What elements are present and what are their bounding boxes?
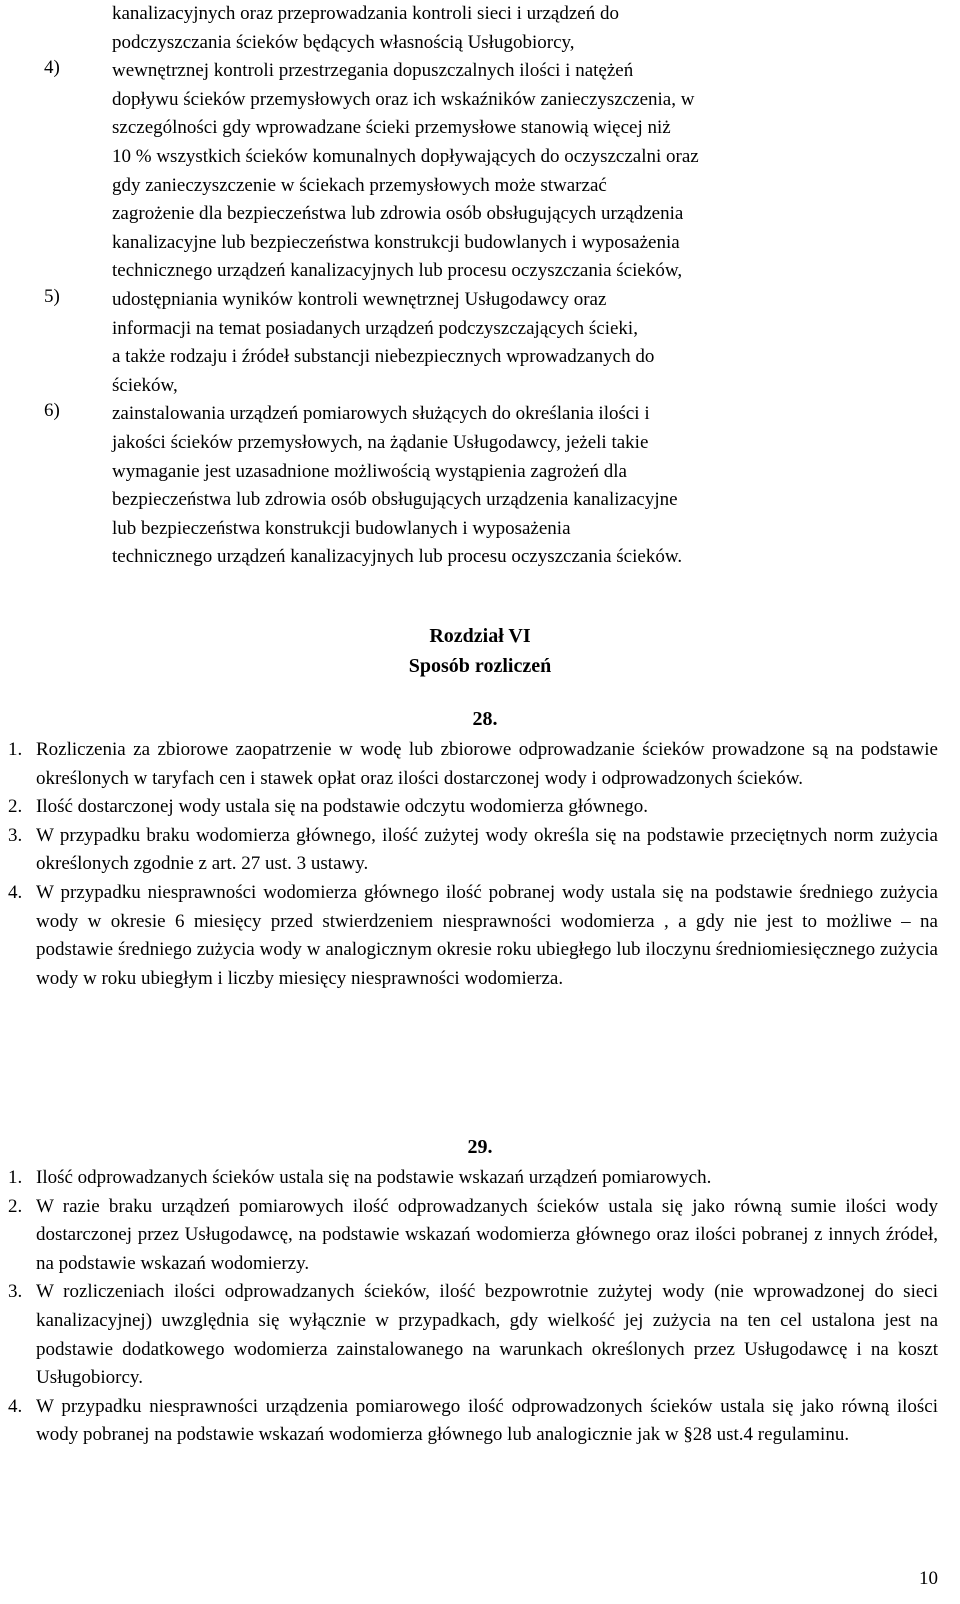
section-heading-28: 28. (472, 708, 498, 730)
text-line: wewnętrznej kontroli przestrzegania dopuszczalnych ilości i natężeń (112, 60, 634, 82)
section-29-points (8, 1164, 938, 1450)
point-number: 1. (8, 1167, 23, 1188)
text-line: a także rodzaju i źródeł substancji niebezpiecznych wprowadzanych do (112, 346, 655, 368)
point-text: W rozliczeniach ilości odprowadzanych ścieków, ilość bezpowrotnie zużytej wody (nie wprowadzonej do sieci kanalizacyjnej) uwzględnia się wyłącznie w przypadkach, gdy wielkość jej zużycia na ten cel ustalona jest na podstawie dodatkowego wodomierza zainstalowanego na warunkach określonych przez Usługodawcę i na koszt Usługobiorcy. (36, 1281, 938, 1389)
numbered-point (8, 879, 938, 993)
list-item (44, 400, 924, 572)
text-line: bezpieczeństwa lub zdrowia osób obsługujących urządzenia kanalizacyjne (112, 489, 678, 511)
numbered-point (8, 1393, 938, 1450)
list-continuation (44, 0, 924, 572)
text-line: kanalizacyjnych oraz przeprowadzania kontroli sieci i urządzeń do (112, 3, 619, 24)
item-number: 6) (44, 400, 60, 422)
section-heading-29: 29. (467, 1136, 493, 1158)
list-item (44, 57, 924, 286)
point-text: W przypadku niesprawności wodomierza głównego ilość pobranej wody ustala się na podstawie średniego zużycia wody w okresie 6 miesięcy przed stwierdzeniem niesprawności wodomierza , a gdy nie jest to możliwe – na podstawie średniego zużycia wody w analogicznym okresie roku ubiegłego lub iloczynu średniomiesięcznego zużycia wody w roku ubiegłym i liczby miesięcy niesprawności wodomierza. (36, 881, 938, 989)
chapter-subtitle: Sposób rozliczeń (408, 655, 552, 677)
numbered-point (8, 1164, 938, 1193)
point-number: 3. (8, 1281, 23, 1303)
text-line: szczególności gdy wprowadzane ścieki przemysłowe stanowią więcej niż (112, 117, 671, 139)
item-number: 5) (44, 285, 60, 307)
point-number: 3. (8, 824, 23, 846)
point-number: 2. (8, 1195, 23, 1217)
text-line: gdy zanieczyszczenie w ściekach przemysłowych może stwarzać (112, 174, 607, 196)
point-text: W przypadku niesprawności urządzenia pomiarowego ilość odprowadzonych ścieków ustala się jako równą ilości wody pobranej na podstawie wskazań wodomierza głównego lub analogicznie jak w §28 ust.4 regulaminu. (36, 1395, 938, 1446)
text-line: jakości ścieków przemysłowych, na żądanie Usługodawcy, jeżeli takie (112, 431, 649, 453)
point-number: 4. (8, 881, 23, 903)
text-line: lub bezpieczeństwa konstrukcji budowlanych i wyposażenia (112, 517, 571, 539)
point-text: Ilość odprowadzanych ścieków ustala się na podstawie wskazań urządzeń pomiarowych. (36, 1167, 712, 1188)
text-line: podczyszczania ścieków będących własnością Usługobiorcy, (112, 31, 575, 53)
page-number: 10 (919, 1568, 938, 1589)
numbered-point (8, 736, 938, 793)
point-text: W razie braku urządzeń pomiarowych ilość odprowadzanych ścieków ustala się jako równą sumie ilości wody dostarczonej przez Usługodawcę, na podstawie wskazań wodomierza głównego oraz ilości pobranej z innych źródeł, na podstawie wskazań wodomierzy. (36, 1195, 938, 1274)
point-number: 4. (8, 1395, 23, 1417)
point-text: Ilość dostarczonej wody ustala się na podstawie odczytu wodomierza głównego. (36, 796, 649, 818)
text-line: zagrożenie dla bezpieczeństwa lub zdrowia osób obsługujących urządzenia (112, 203, 684, 225)
section-28-points (8, 736, 938, 993)
numbered-point (8, 793, 938, 822)
text-line: ścieków, (112, 374, 178, 396)
text-line: technicznego urządzeń kanalizacyjnych lub procesu oczyszczania ścieków, (112, 260, 683, 282)
item-number: 4) (44, 57, 60, 79)
numbered-point (8, 1193, 938, 1279)
text-line: dopływu ścieków przemysłowych oraz ich wskaźników zanieczyszczenia, w (112, 88, 695, 110)
numbered-point (8, 822, 938, 879)
text-line: kanalizacyjne lub bezpieczeństwa konstrukcji budowlanych i wyposażenia (112, 231, 680, 253)
point-number: 1. (8, 739, 23, 760)
text-line: wymaganie jest uzasadnione możliwością wystąpienia zagrożeń dla (112, 460, 627, 482)
point-number: 2. (8, 796, 23, 818)
text-line: zainstalowania urządzeń pomiarowych służących do określania ilości i (112, 403, 650, 425)
text-line: udostępniania wyników kontroli wewnętrznej Usługodawcy oraz (112, 288, 607, 310)
numbered-point (8, 1278, 938, 1392)
text-line: informacji na temat posiadanych urządzeń podczyszczających ścieki, (112, 317, 638, 339)
point-text: W przypadku braku wodomierza głównego, ilość zużytej wody określa się na podstawie przeciętnych norm zużycia określonych zgodnie z art. 27 ust. 3 ustawy. (36, 824, 938, 875)
text-line: technicznego urządzeń kanalizacyjnych lub procesu oczyszczania ścieków. (112, 546, 683, 568)
chapter-title: Rozdział VI (429, 625, 531, 647)
list-item (44, 285, 924, 400)
point-text: Rozliczenia za zbiorowe zaopatrzenie w wodę lub zbiorowe odprowadzanie ścieków prowadzone są na podstawie określonych w taryfach cen i stawek opłat oraz ilości dostarczonej wody i odprowadzonych ścieków. (36, 739, 938, 789)
text-line: 10 % wszystkich ścieków komunalnych dopływających do oczyszczalni oraz (112, 145, 699, 167)
lead-text (84, 0, 924, 57)
